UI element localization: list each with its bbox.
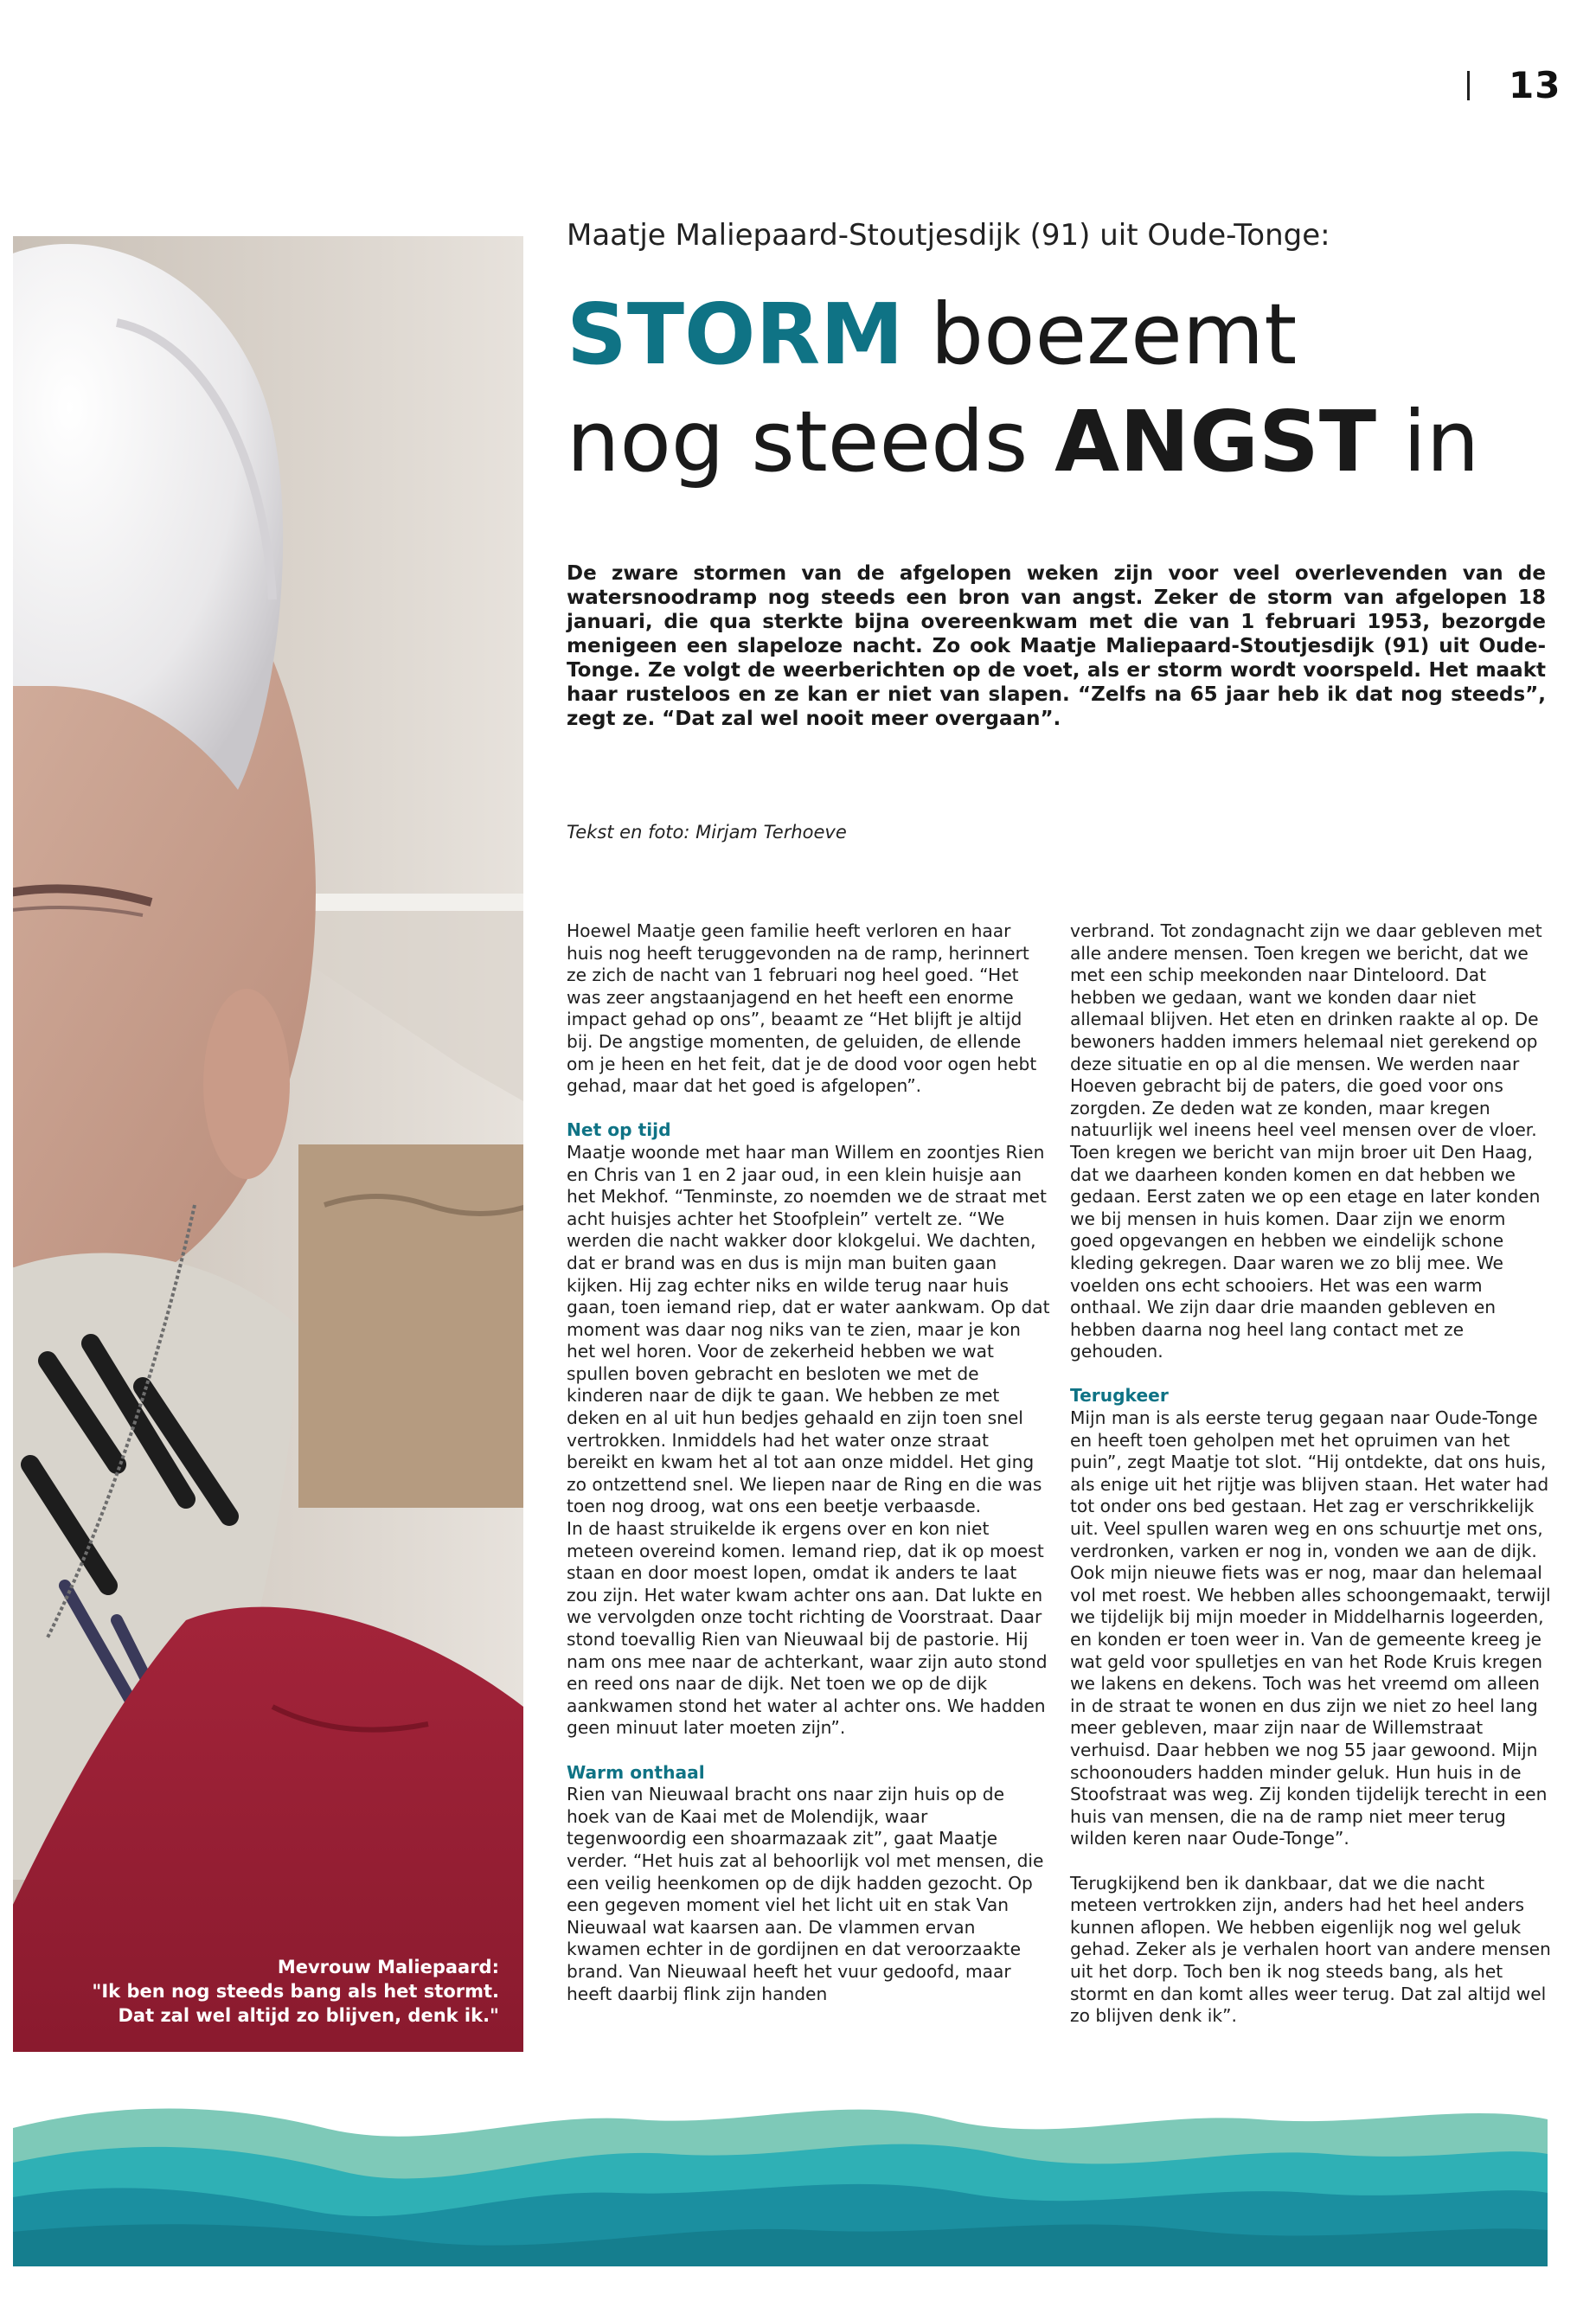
paragraph: In de haast struikelde ik ergens over en kon niet meteen overeind komen. Iemand riep, dat ik op moest staan en door moest lopen, omdat ik anders te laat zou zijn. Het water kwam achter ons aan. Dat lukte en we vervolgden onze tocht richting de Voorstraat. Daar stond toevallig Rien van Nieuwaal bij de pastorie. Hij nam ons mee naar de achterkant, waar zijn auto stond en reed ons naar de dijk. Net toen we op de dijk aankwamen stond het water al achter ons. We hadden geen minuut later moeten zijn”.: [567, 1518, 1048, 1739]
paragraph: Terugkijkend ben ik dankbaar, dat we die nacht meteen vertrokken zijn, anders had het heel anders kunnen aflopen. We hebben eigenlijk nog wel geluk gehad. Zeker als je verhalen hoort van andere mensen uit het dorp. Toch ben ik nog steeds bang, als het stormt en dan komt alles weer terug. Dat zal altijd wel zo blijven denk ik”.: [1070, 1872, 1551, 2027]
caption-line-3: Dat zal wel altijd zo blijven, denk ik.": [118, 2005, 499, 2026]
portrait-illustration: [13, 236, 523, 2052]
caption-line-1: Mevrouw Maliepaard:: [277, 1957, 499, 1977]
paragraph: verbrand. Tot zondagnacht zijn we daar gebleven met alle andere mensen. Toen kregen we bericht, dat we met een schip meekonden naar Dinteloord. Dat hebben we gedaan, want we konden daar niet allemaal blijven. Het eten en drinken raakte al op. De bewoners hadden immers helemaal niet gerekend op deze situatie en op al die mensen. We werden naar Hoeven gebracht bij de paters, die goed voor ons zorgden. Ze deden wat ze konden, maar kregen natuurlijk wel ineens heel veel mensen over de vloer. Toen kregen we bericht van mijn broer uit Den Haag, dat we daarheen konden komen en dat hebben we gedaan. Eerst zaten we op een etage en later konden we bij mensen in huis komen. Daar zijn we enorm goed opgevangen en hebben we eindelijk schone kleding gekregen. Daar waren we zo blij mee. We voelden ons echt schooiers. Het was een warm onthaal. We zijn daar drie maanden gebleven en hebben daarna nog heel lang contact met ze gehouden.: [1070, 920, 1542, 1362]
article-kicker: Maatje Maliepaard-Stoutjesdijk (91) uit Oude-Tonge:: [567, 218, 1330, 253]
article-column-1: [567, 920, 1051, 2005]
caption-line-2: "Ik ben nog steeds bang als het stormt.: [92, 1981, 499, 2002]
subheading-warm-onthaal: Warm onthaal: [567, 1761, 705, 1783]
headline-storm: STORM: [567, 285, 904, 383]
page-number: 13: [1509, 64, 1561, 106]
headline-line-2: [567, 388, 1479, 496]
article-credit: Tekst en foto: Mirjam Terhoeve: [567, 822, 847, 843]
article-headline: [567, 281, 1479, 496]
headline-line-1: [567, 281, 1479, 388]
portrait-photo: [13, 236, 523, 2052]
paragraph: Rien van Nieuwaal bracht ons naar zijn huis op de hoek van de Kaai met de Molendijk, waar tegenwoordig een shoarmazaak zit”, gaat Maatje verder. “Het huis zat al behoorlijk vol met mensen, die een veilig heenkomen op de dijk hadden gezocht. Op een gegeven moment viel het licht uit en stak Van Nieuwaal wat kaarsen aan. De vlammen ervan kwamen echter in de gordijnen en dat veroorzaakte brand. Van Nieuwaal heeft het vuur gedoofd, maar heeft daarbij flink zijn handen: [567, 1784, 1044, 2004]
photo-caption: [15, 1955, 499, 2028]
article-intro: De zware stormen van de afgelopen weken zijn voor veel overlevenden van de watersnoodramp nog steeds een bron van angst. Zeker de storm van afgelopen 18 januari, die qua sterkte bijna overeenkwam met die van 1 februari 1953, bezorgde menigeen een slapeloze nacht. Zo ook Maatje Maliepaard-Stoutjesdijk (91) uit Oude-Tonge. Ze volgt de weerberichten op de voet, als er storm wordt voorspeld. Het maakt haar rusteloos en ze kan er niet van slapen. “Zelfs na 65 jaar heb ik dat nog steeds”, zegt ze. “Dat zal wel nooit meer overgaan”.: [567, 562, 1546, 730]
wave-decoration: [13, 2093, 1548, 2266]
subheading-terugkeer: Terugkeer: [1070, 1385, 1169, 1407]
headline-line2-start: nog steeds: [567, 393, 1055, 490]
subheading-net-op-tijd: Net op tijd: [567, 1119, 671, 1141]
paragraph: Hoewel Maatje geen familie heeft verloren en haar huis nog heeft teruggevonden na de ramp, herinnert ze zich de nacht van 1 februari nog heel goed. “Het was zeer angstaanjagend en het heeft een enorme impact gehad op ons”, beaamt ze “Het blijft je altijd bij. De angstige momenten, de geluiden, de ellende om je heen en het feit, dat je de dood voor ogen hebt gehad, maar dat het goed is afgelopen”.: [567, 920, 1037, 1097]
headline-angst: ANGST: [1054, 393, 1377, 490]
headline-line2-end: in: [1376, 393, 1480, 490]
paragraph: Maatje woonde met haar man Willem en zoontjes Rien en Chris van 1 en 2 jaar oud, in een klein huisje aan het Mekhof. “Tenminste, zo noemden we de straat met acht huisjes achter het Stoofplein” vertelt ze. “We werden die nacht wakker door klokgelui. We dachten, dat er brand was en dus is mijn man buiten gaan kijken. Hij zag echter niks en wilde terug naar huis gaan, toen iemand riep, dat er water aankwam. Op dat moment was daar nog niks van te zien, maar je kon het wel horen. Voor de zekerheid hebben we wat spullen boven gebracht en besloten we met de kinderen naar de dijk te gaan. We hebben ze met deken en al uit hun bedjes gehaald en zijn toen snel vertrokken. Inmiddels had het water onze straat bereikt en kwam het al tot aan onze middel. Het ging zo ontzettend snel. We liepen naar de Ring en die was toen nog droog, wat ons een beetje verbaasde.: [567, 1141, 1050, 1517]
headline-line1-rest: boezemt: [903, 285, 1298, 383]
article-column-2: [1070, 920, 1554, 2028]
page-number-divider: [1467, 71, 1470, 100]
paragraph: Mijn man is als eerste terug gegaan naar Oude-Tonge en heeft toen geholpen met het opruimen van het puin”, zegt Maatje tot slot. “Hij ontdekte, dat ons huis, als enige uit het rijtje was blijven staan. Het water had tot onder ons bed gestaan. Het zag er verschrikkelijk uit. Veel spullen waren weg en ons schuurtje met ons, verdronken, varken er nog in, vonden we aan de dijk. Ook mijn nieuwe fiets was er nog, maar dan helemaal vol met roest. We hebben alles schoongemaakt, terwijl we tijdelijk bij mijn moeder in Middelharnis logeerden, en konden er toen weer in. Van de gemeente kreeg je wat geld voor spulletjes en van het Rode Kruis kregen we lakens en dekens. Toch was het vreemd om alleen in de straat te wonen en dus zijn we niet zo heel lang meer gebleven, maar zijn naar de Willemstraat verhuisd. Daar hebben we nog 55 jaar gewoond. Mijn schoonouders hadden minder geluk. Hun huis in de Stoofstraat was weg. Zij konden tijdelijk terecht in een huis van mensen, die na de ramp niet meer terug wilden keren naar Oude-Tonge”.: [1070, 1407, 1551, 1849]
